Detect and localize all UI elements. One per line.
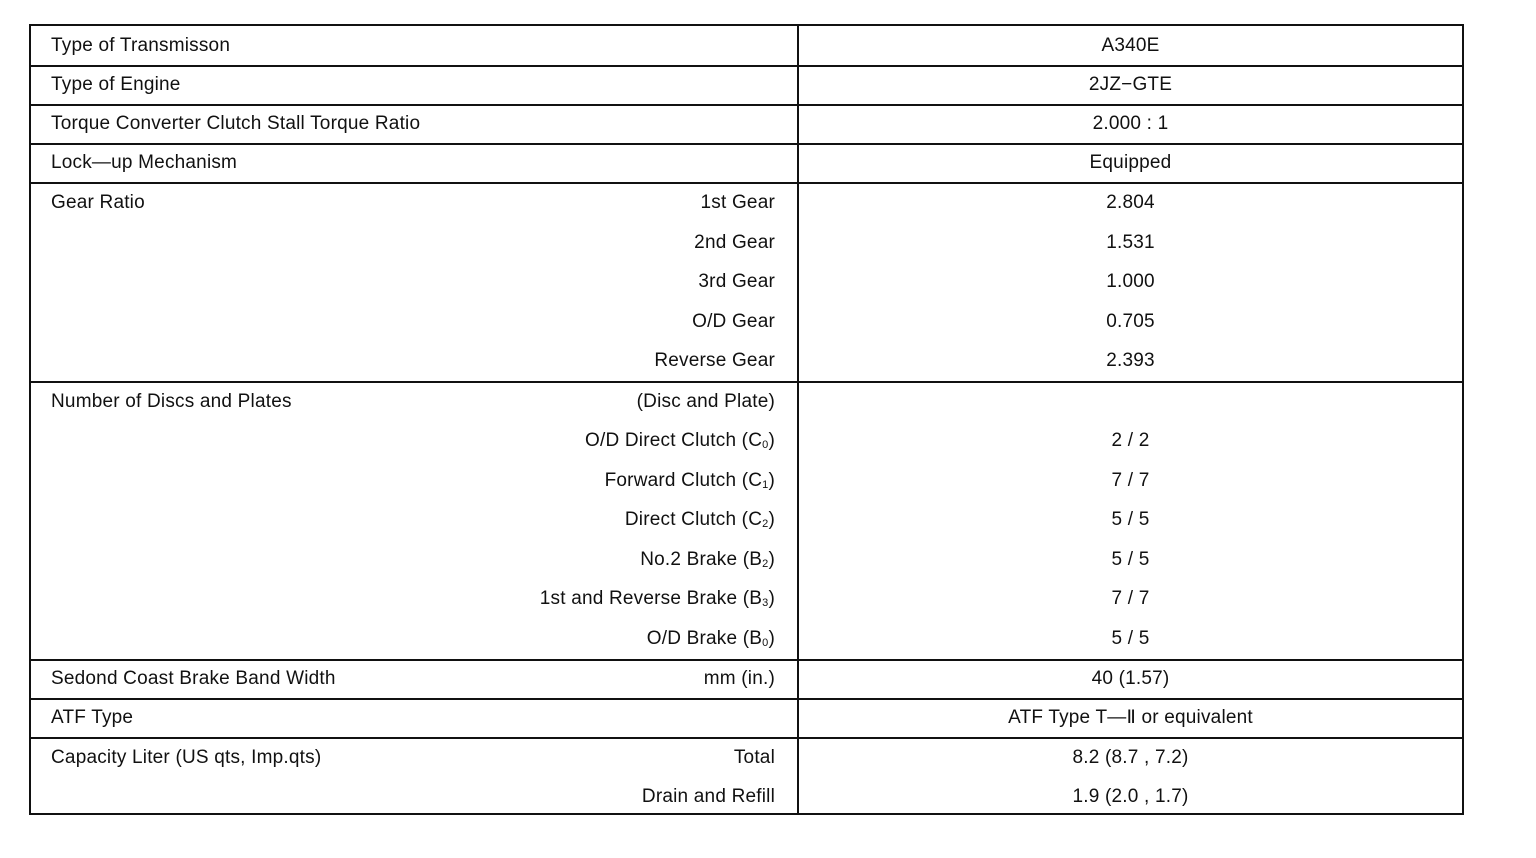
labels-column (31, 26, 797, 813)
band-width-label: Sedond Coast Brake Band Width (51, 668, 336, 689)
discs-label: Number of Discs and Plates (51, 391, 292, 412)
gear-value: 0.705 (1106, 311, 1155, 332)
disc-item-label: Forward Clutch $(C_1)$ (604, 470, 775, 491)
gear-sub-label: 2nd Gear (694, 232, 775, 253)
disc-value: 5 / 5 (1111, 549, 1150, 570)
engine-label: Type of Engine (51, 74, 181, 95)
gear-sub-label: Reverse Gear (654, 350, 775, 371)
disc-value: 5 / 5 (1111, 628, 1150, 649)
atf-label: ATF Type (51, 707, 134, 728)
band-width-value: 40 (1.57) (1091, 668, 1170, 689)
torque-ratio-value: 2.000 : 1 (1092, 113, 1169, 134)
gear-sub-label: 3rd Gear (698, 271, 775, 292)
disc-item-label: O/D Brake $(B_0)$ (646, 628, 775, 649)
disc-value: 5 / 5 (1111, 509, 1150, 530)
capacity-sub-label: Drain and Refill (641, 786, 775, 807)
capacity-label: Capacity Liter (US qts, Imp.qts) (51, 747, 322, 768)
discs-header-sub: (Disc and Plate) (636, 391, 775, 412)
gear-value: 1.000 (1106, 271, 1155, 292)
band-width-unit: mm (in.) (703, 668, 775, 689)
atf-value: ATF Type T—Ⅱ or equivalent (1008, 707, 1253, 728)
gear-value: 1.531 (1106, 232, 1155, 253)
gear-sub-label: O/D Gear (692, 311, 775, 332)
disc-value: 2 / 2 (1111, 430, 1150, 451)
disc-item-label: No.2 Brake $(B_2)$ (640, 549, 775, 570)
disc-value: 7 / 7 (1111, 470, 1150, 491)
gear-ratio-label: Gear Ratio (51, 192, 145, 213)
capacity-sub-label: Total (733, 747, 775, 768)
lockup-value: Equipped (1089, 152, 1172, 173)
disc-item-label: Direct Clutch $(C_2)$ (624, 509, 775, 530)
disc-item-label: 1st and Reverse Brake $(B_3)$ (539, 588, 775, 609)
capacity-value: 8.2 (8.7 , 7.2) (1072, 747, 1189, 768)
torque-ratio-label: Torque Converter Clutch Stall Torque Ratio (51, 113, 421, 134)
gear-value: 2.393 (1106, 350, 1155, 371)
spec-table (29, 24, 1464, 815)
gear-sub-label: 1st Gear (700, 192, 775, 213)
disc-value: 7 / 7 (1111, 588, 1150, 609)
gear-value: 2.804 (1106, 192, 1155, 213)
disc-item-label: O/D Direct Clutch $(C_0)$ (585, 430, 775, 451)
capacity-value: 1.9 (2.0 , 1.7) (1072, 786, 1189, 807)
transmission-label: Type of Transmisson (51, 35, 231, 56)
engine-value: 2JZ−GTE (1088, 74, 1173, 95)
transmission-value: A340E (1101, 35, 1160, 56)
lockup-label: Lock—up Mechanism (51, 152, 238, 173)
